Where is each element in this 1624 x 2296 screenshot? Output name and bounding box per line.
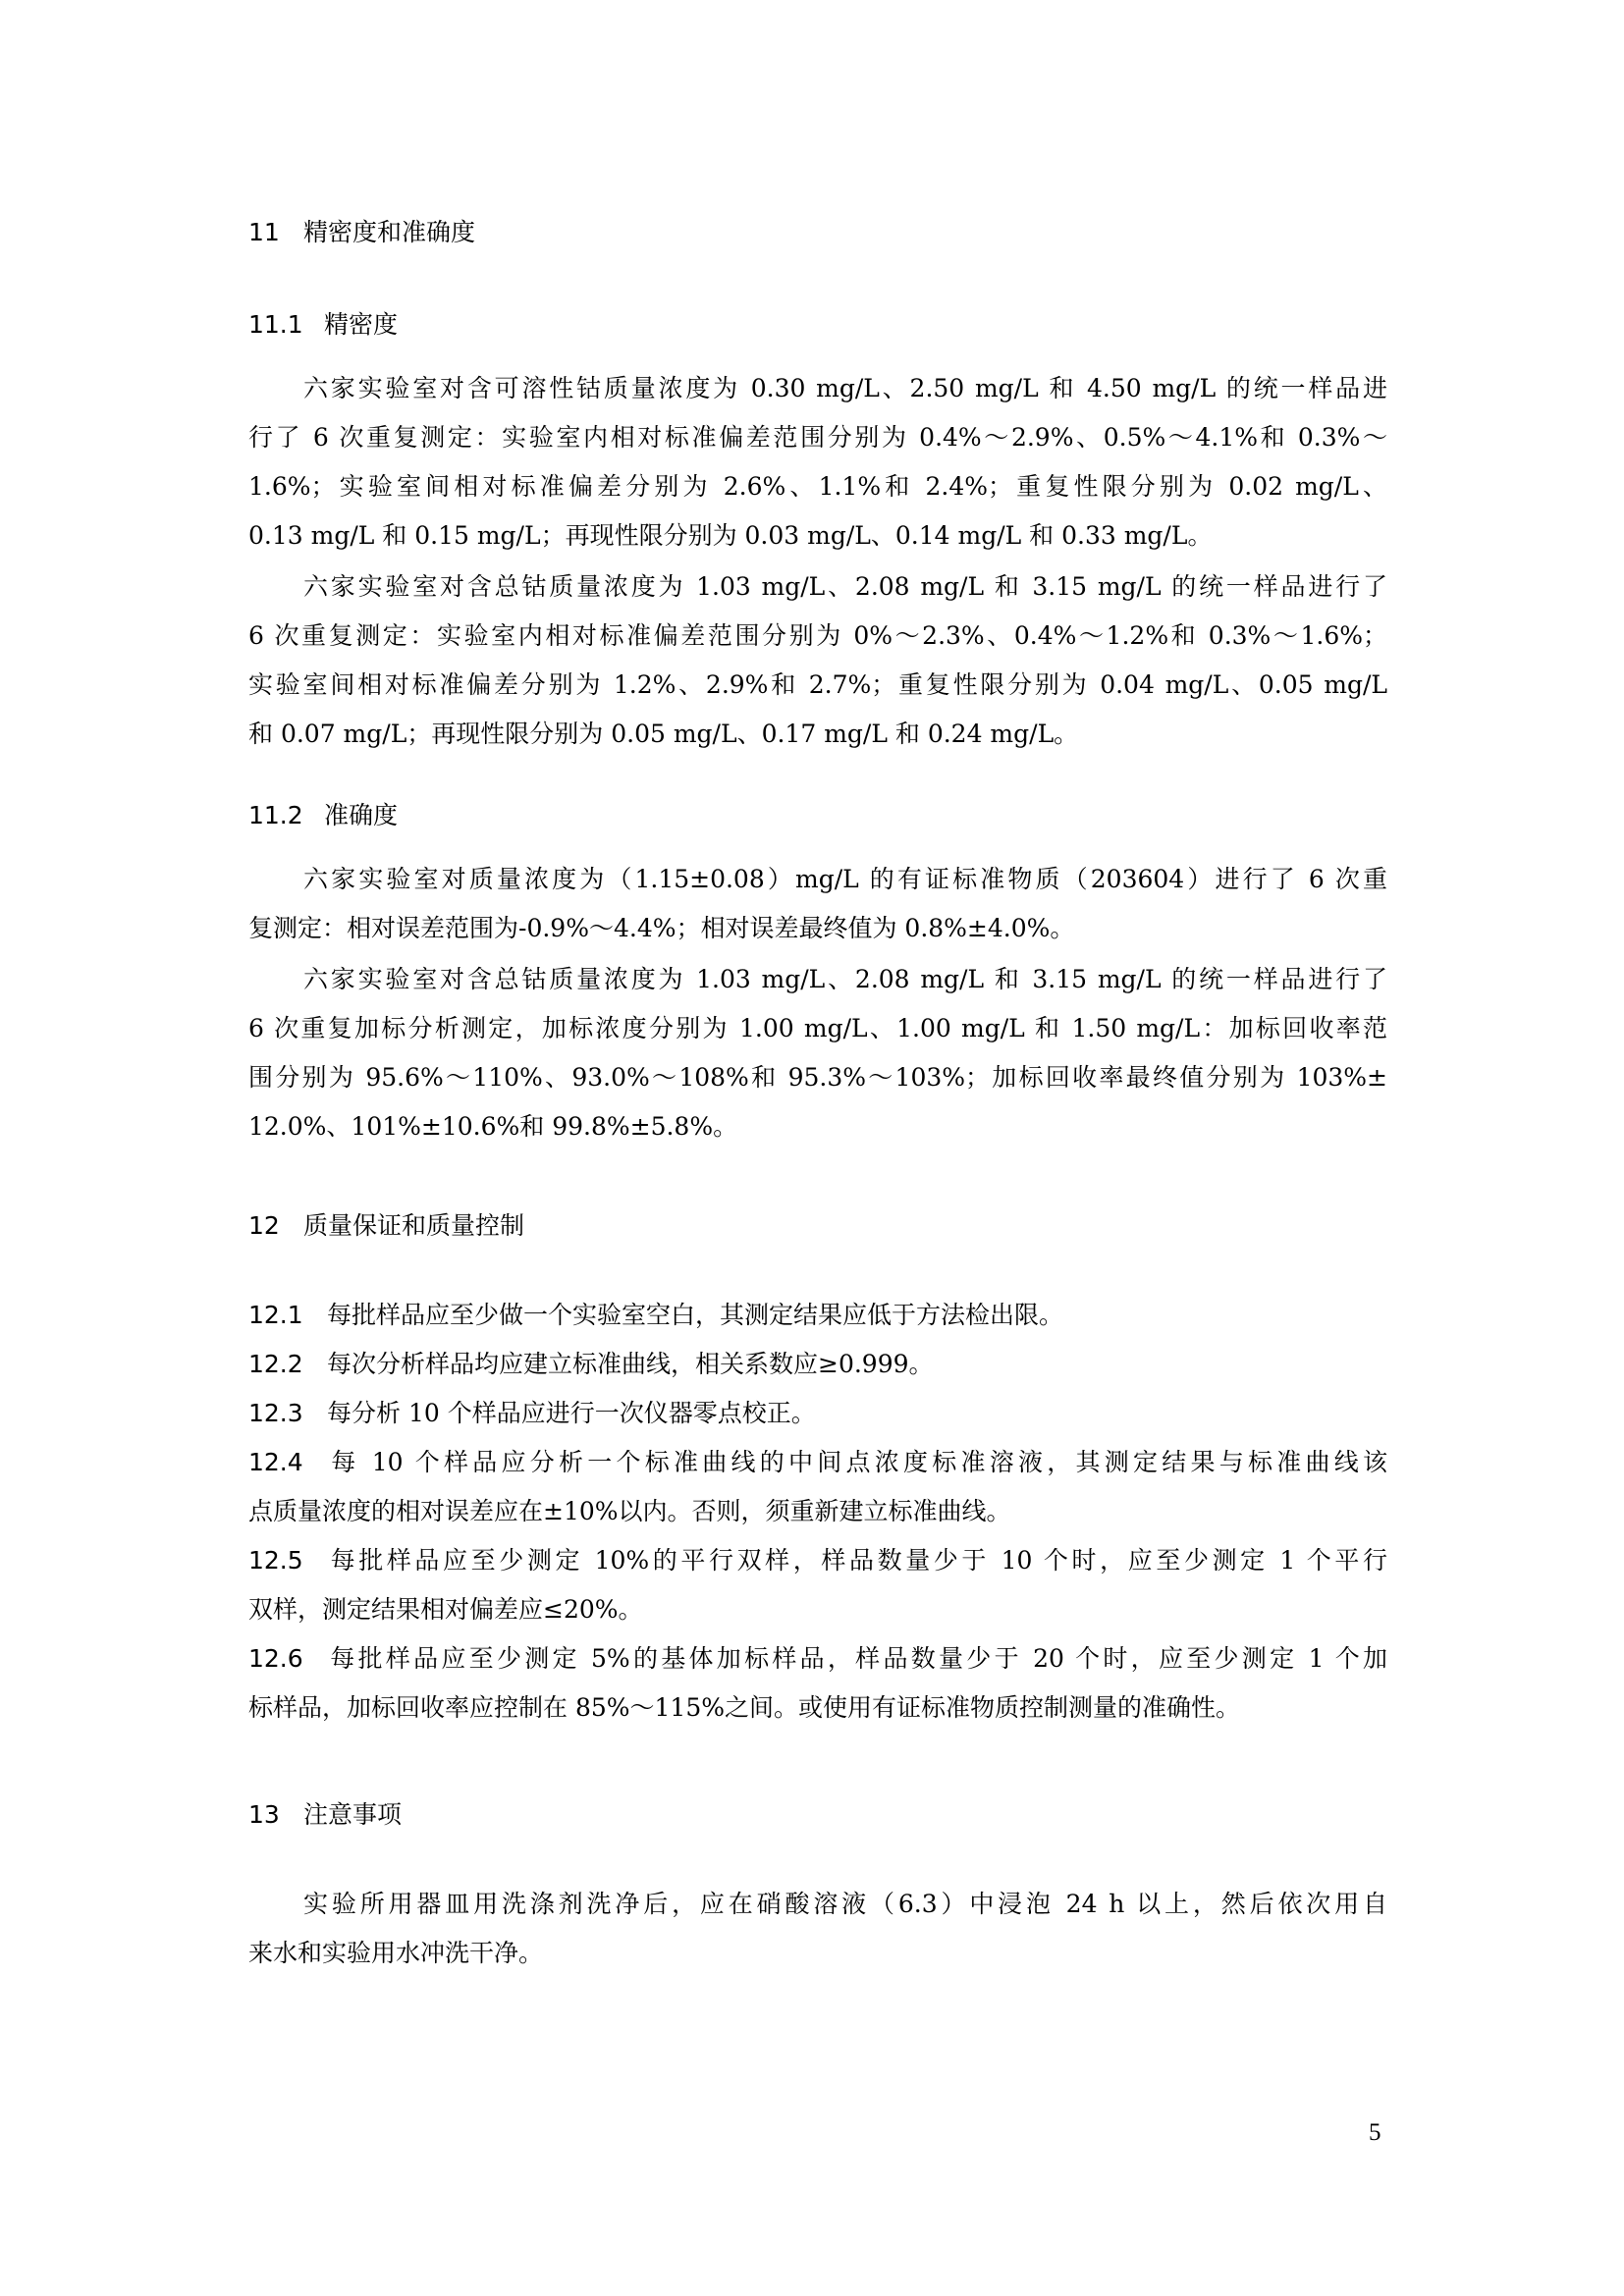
item-number: 12.1 (248, 1301, 303, 1329)
page-number: 5 (1369, 2119, 1381, 2146)
text-line (248, 1347, 1387, 1382)
section-number: 12 (248, 1211, 280, 1240)
item-text: 每批样品应至少做一个实验室空白，其测定结果应低于方法检出限。 (327, 1301, 1064, 1329)
section-title: 注意事项 (303, 1800, 403, 1829)
section-number: 11 (248, 218, 280, 246)
text-line (248, 1445, 1387, 1480)
text-line (248, 1298, 1387, 1333)
text-line: 围分别为 95.6%～110%、93.0%～108%和 95.3%～103%；加标回收率最终值分别为 103%± (248, 1063, 1387, 1092)
section-11-1-heading (248, 305, 398, 341)
text-line: 六家实验室对质量浓度为（1.15±0.08）mg/L 的有证标准物质（203604）进行了 6 次重 (303, 865, 1387, 893)
section-number: 11.1 (248, 310, 303, 339)
item-text: 每次分析样品均应建立标准曲线，相关系数应≥0.999。 (327, 1350, 934, 1378)
item-text: 每批样品应至少测定 10%的平行双样，样品数量少于 10 个时，应至少测定 1 个平行 (327, 1546, 1387, 1575)
text-line: 来水和实验用水冲洗干净。 (248, 1939, 544, 1967)
section-title: 精密度和准确度 (303, 218, 476, 246)
item-number: 12.3 (248, 1399, 303, 1427)
item-text: 每分析 10 个样品应进行一次仪器零点校正。 (327, 1399, 816, 1427)
section-11-heading (248, 213, 475, 248)
text-line (248, 1543, 1387, 1578)
text-line (248, 1641, 1387, 1677)
text-line: 6 次重复加标分析测定，加标浓度分别为 1.00 mg/L、1.00 mg/L 和 1.50 mg/L：加标回收率范 (248, 1014, 1387, 1042)
text-line: 6 次重复测定：实验室内相对标准偏差范围分别为 0%～2.3%、0.4%～1.2%和 0.3%～1.6%； (248, 621, 1387, 650)
item-number: 12.2 (248, 1350, 303, 1378)
text-line: 实验室间相对标准偏差分别为 1.2%、2.9%和 2.7%；重复性限分别为 0.04 mg/L、0.05 mg/L (248, 670, 1387, 699)
text-line: 标样品，加标回收率应控制在 85%～115%之间。或使用有证标准物质控制测量的准确性。 (248, 1693, 1240, 1722)
text-line: 行了 6 次重复测定：实验室内相对标准偏差范围分别为 0.4%～2.9%、0.5%～4.1%和 0.3%～ (248, 423, 1387, 452)
text-line: 实验所用器皿用洗涤剂洗净后，应在硝酸溶液（6.3）中浸泡 24 h 以上，然后依次用自 (303, 1890, 1387, 1918)
text-line (248, 1396, 1387, 1431)
section-11-2-heading (248, 796, 398, 831)
text-line: 双样，测定结果相对偏差应≤20%。 (248, 1595, 643, 1624)
section-12-heading (248, 1206, 524, 1242)
text-line: 1.6%；实验室间相对标准偏差分别为 2.6%、1.1%和 2.4%；重复性限分别为 0.02 mg/L、 (248, 472, 1387, 501)
item-text: 每 10 个样品应分析一个标准曲线的中间点浓度标准溶液，其测定结果与标准曲线该 (327, 1448, 1387, 1476)
section-title: 质量保证和质量控制 (303, 1211, 525, 1240)
text-line: 复测定：相对误差范围为-0.9%～4.4%；相对误差最终值为 0.8%±4.0%。 (248, 914, 1075, 942)
section-13-heading (248, 1795, 402, 1831)
text-line: 六家实验室对含总钴质量浓度为 1.03 mg/L、2.08 mg/L 和 3.15 mg/L 的统一样品进行了 (303, 572, 1387, 601)
section-title: 精密度 (324, 310, 399, 339)
item-number: 12.6 (248, 1644, 303, 1673)
section-number: 13 (248, 1800, 280, 1829)
section-title: 准确度 (324, 801, 399, 829)
section-number: 11.2 (248, 801, 303, 829)
text-line: 和 0.07 mg/L；再现性限分别为 0.05 mg/L、0.17 mg/L 和 0.24 mg/L。 (248, 720, 1079, 748)
item-text: 每批样品应至少测定 5%的基体加标样品，样品数量少于 20 个时，应至少测定 1 个加 (327, 1644, 1387, 1673)
text-line: 六家实验室对含总钴质量浓度为 1.03 mg/L、2.08 mg/L 和 3.15 mg/L 的统一样品进行了 (303, 965, 1387, 993)
text-line: 点质量浓度的相对误差应在±10%以内。否则，须重新建立标准曲线。 (248, 1497, 1011, 1525)
item-number: 12.4 (248, 1448, 303, 1476)
text-line: 0.13 mg/L 和 0.15 mg/L；再现性限分别为 0.03 mg/L、0.14 mg/L 和 0.33 mg/L。 (248, 521, 1213, 550)
text-line: 12.0%、101%±10.6%和 99.8%±5.8%。 (248, 1112, 738, 1141)
text-line: 六家实验室对含可溶性钴质量浓度为 0.30 mg/L、2.50 mg/L 和 4.50 mg/L 的统一样品进 (303, 374, 1387, 402)
item-number: 12.5 (248, 1546, 303, 1575)
